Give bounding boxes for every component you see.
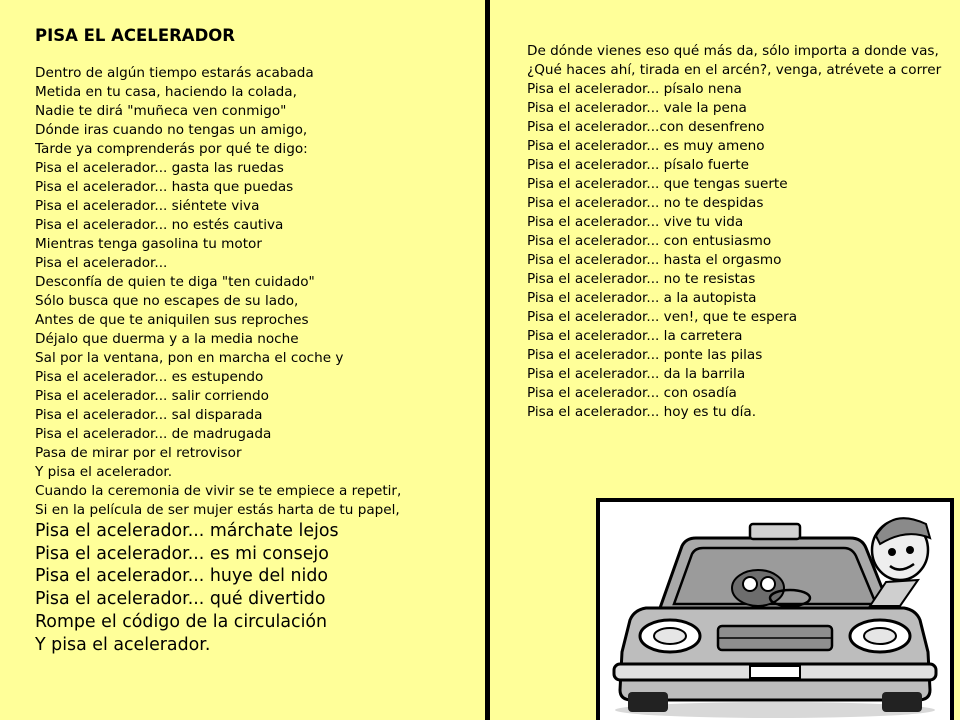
verse-line: Pisa el acelerador... da la barrila [527,366,746,382]
verse-line: Pisa el acelerador... písalo fuerte [527,157,749,173]
verse-line: Dónde iras cuando no tengas un amigo, [35,122,308,138]
verse-line-large: Pisa el acelerador... huye del nido [35,566,329,587]
verse-line: Dentro de algún tiempo estarás acabada [35,65,314,81]
verse-line: Pisa el acelerador... no estés cautiva [35,217,284,233]
verse-line: Sólo busca que no escapes de su lado, [35,293,299,309]
verse-line: Metida en tu casa, haciendo la colada, [35,84,297,100]
verse-line: Pisa el acelerador... la carretera [527,328,743,344]
poem-title: PISA EL ACELERADOR [35,26,235,45]
car-illustration [600,502,950,720]
verse-line: Pisa el acelerador... hoy es tu día. [527,404,757,420]
verse-line: Pisa el acelerador... con osadía [527,385,737,401]
verse-line: Tarde ya comprenderás por qué te digo: [35,141,308,157]
verse-line: Sal por la ventana, pon en marcha el coche y [35,350,344,366]
verse-line: Pisa el acelerador... salir corriendo [35,388,269,404]
verse-line: Pisa el acelerador... sal disparada [35,407,263,423]
verse-line-large: Pisa el acelerador... márchate lejos [35,521,339,541]
verse-line: Pisa el acelerador... siéntete viva [35,198,260,214]
verse-line: Déjalo que duerma y a la media noche [35,331,299,347]
verse-line: Pisa el acelerador... que tengas suerte [527,176,788,192]
left-verse [35,64,480,520]
verse-line: Pasa de mirar por el retrovisor [35,445,242,461]
verse-line: Pisa el acelerador... es muy ameno [527,138,765,154]
verse-line: Pisa el acelerador... es estupendo [35,369,264,385]
left-column [35,26,480,656]
verse-line: Pisa el acelerador... ven!, que te espera [527,309,798,325]
verse-line: Nadie te dirá "muñeca ven conmigo" [35,103,287,119]
verse-line-large: Pisa el acelerador... es mi consejo [35,543,329,564]
verse-line: Pisa el acelerador... vive tu vida [527,214,744,230]
verse-line: Pisa el acelerador... gasta las ruedas [35,160,284,176]
verse-line: Pisa el acelerador... de madrugada [35,426,272,442]
right-column [527,42,947,422]
verse-line-large: Rompe el código de la circulación [35,611,328,632]
verse-line: Pisa el acelerador... hasta que puedas [35,179,294,195]
verse-line: Cuando la ceremonia de vivir se te empiece a repetir, [35,483,402,499]
left-verse-large [35,520,480,656]
verse-line: Pisa el acelerador... vale la pena [527,100,747,116]
right-verse [527,42,947,422]
verse-line: Pisa el acelerador... ponte las pilas [527,347,763,363]
verse-line-large: Pisa el acelerador... qué divertido [35,589,326,610]
verse-line: Pisa el acelerador... a la autopista [527,290,757,306]
verse-line-large: Y pisa el acelerador. [35,634,211,655]
verse-line: Pisa el acelerador... no te resistas [527,271,756,287]
verse-line: Pisa el acelerador... [35,255,168,271]
car-illustration-frame [596,498,954,720]
verse-line: Pisa el acelerador...con desenfreno [527,119,765,135]
verse-line: Pisa el acelerador... con entusiasmo [527,233,772,249]
verse-line: Pisa el acelerador... hasta el orgasmo [527,252,782,268]
verse-line: ¿Qué haces ahí, tirada en el arcén?, venga, atrévete a correr [527,62,942,78]
verse-line: Y pisa el acelerador. [35,464,173,480]
verse-line: Mientras tenga gasolina tu motor [35,236,262,252]
verse-line: Pisa el acelerador... písalo nena [527,81,742,97]
verse-line: Si en la película de ser mujer estás harta de tu papel, [35,502,400,518]
verse-line: Antes de que te aniquilen sus reproches [35,312,309,328]
verse-line: Pisa el acelerador... no te despidas [527,195,764,211]
verse-line: Desconfía de quien te diga "ten cuidado" [35,274,315,290]
verse-line: De dónde vienes eso qué más da, sólo importa a donde vas, [527,43,939,59]
column-divider [485,0,490,720]
